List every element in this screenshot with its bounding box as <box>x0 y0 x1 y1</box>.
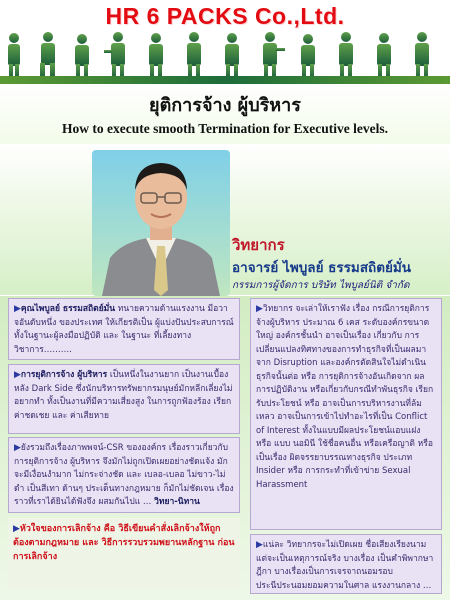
arrow-right-icon: ▶ <box>14 370 21 380</box>
green-divider-strip <box>0 76 450 84</box>
info-box-speaker-intro <box>8 298 240 360</box>
info-box-key-point <box>8 518 240 588</box>
page-title-english: How to execute smooth Termination for Executive levels. <box>62 121 388 136</box>
speaker-name: อาจารย์ ไพบูลย์ ธรรมสถิตย์มั่น <box>232 260 412 276</box>
arrow-right-icon: ▶ <box>256 540 263 550</box>
info-box-text: วิทยากร จะเล่าให้เราฟัง เรื่อง กรณีการยุติการจ้างผู้บริหาร ประมาณ 6 เคส ระดับองค์กรขนาดใหญ่ องค์กรชั้นนำ อาจเป็นเรื่อง เกี่ยวกับ การเปลี่ยนแปลงทิศทางของการทำธุรกิจที่เป็นผลมาจาก Disruption และองค์กรตัดสินใจไม่ดำเนินธุรกิจนั้นต่อ หรือ การยุติการจ้างอันเกิดจาก ผลการปฏิบัติงาน หรือเกี่ยวกับกรณีทำพันธุรกิจ เรียกรับประโยชน์ หรือ อาจเป็นการบริหารงานที่ล้มเหลว อาจเป็นการเข้าไปทำอะไรที่เป็น Conflict of Interest ทั้งในแบบมีผลประโยชน์แอบแฝง หรือ แบบ นอมินี ใช้ชื่อคนอื่น หรือเครือญาติ หรือเป็นเรื่อง ผิดจรรยาบรรณทางธุรกิจ ประเภท Insider หรือ การกระทำที่เข้าข่าย Sexual Harassment <box>256 304 434 490</box>
business-people-silhouettes-graphic <box>0 30 450 78</box>
arrow-right-icon: ▶ <box>256 304 263 314</box>
info-box-csr-issues: ▶ยังรวมถึงเรื่องภาพพจน์-CSR ขององค์กร เรื่องราวเกี่ยวกับการยุติการจ้าง ผู้บริหาร จึงมักไม่ถูกเปิดเผยอย่างชัดแจ้ง มักจะมีเงื่อนงำมาก ไม่กระจ่างชัด และ เบลอ-เบลอ ไม่ขาว-ไม่ดำ เป็นสีเทา ด้านๆ ประเด็นทางกฎหมาย ก็มักไม่ชัดเจน เรื่องราวที่เราได้ยินได้ฟังจึง ผสมกันไปแ … วิทยา-นิทาน <box>8 437 240 513</box>
speaker-photo <box>92 150 230 296</box>
info-box-termination-intro <box>8 364 240 434</box>
arrow-right-icon: ▶ <box>14 443 21 453</box>
info-box-tail: วิทยา-นิทาน <box>154 497 200 507</box>
info-box-text: แน่ละ วิทยากรจะไม่เปิดเผย ชื่อเสียงเรียงนาม แต่จะเป็นเหตุการณ์จริง บางเรื่อง เป็นคำพิพากษาฎีกา บางเรื่องเป็นการเจรจาถนอมรอบ ประนีประนอมยอมความในศาล แรงงานกลาง … <box>256 540 434 591</box>
info-box-confidentiality <box>250 534 442 594</box>
info-box-text: เป็นหนึ่งในงานยาก เป็นงานเบื้องหลัง Dark Side ซึ่งนักบริหารทรัพยากรมนุษย์มักหลีกเลี่ยงไม่อยากทำ ทั้งเป็นงานที่มีความเสี่ยงสูง ในการถูกฟ้องร้อง เรียกค่าชดเชย และ ค่าเสียหาย <box>14 370 233 421</box>
speaker-label: วิทยากร <box>232 236 285 254</box>
speaker-portrait-image <box>92 150 230 296</box>
page-title-thai: ยุติการจ้าง ผู้บริหาร <box>149 95 301 116</box>
arrow-right-icon: ▶ <box>14 304 21 314</box>
brand-title: HR 6 PACKS Co.,Ltd. <box>105 3 345 29</box>
info-box-highlight: การยุติการจ้าง ผู้บริหาร <box>20 370 108 380</box>
speaker-position: กรรมการผู้จัดการ บริษัท ไพบูลย์นิติ จำกัด <box>232 280 410 291</box>
info-box-case-studies <box>250 298 442 530</box>
info-box-text: ยังรวมถึงเรื่องภาพพจน์-CSR ขององค์กร เรื่องราวเกี่ยวกับการยุติการจ้าง ผู้บริหาร จึงมักไม่ถูกเปิดเผยอย่างชัดแจ้ง มักจะมีเงื่อนงำมาก ไม่กระจ่างชัด และ เบลอ-เบลอ ไม่ขาว-ไม่ดำ เป็นสีเทา ด้านๆ ประเด็นทางกฎหมาย ก็มักไม่ชัดเจน เรื่องราวที่เราได้ยินได้ฟังจึง ผสมกันไปแ <box>14 443 234 507</box>
info-box-highlight: คุณไพบูลย์ ธรรมสถิตย์มั่น <box>20 304 116 314</box>
info-box-text: ทนายความด้านแรงงาน มีอวาจอันดับหนึ่ง ของประเทศ ให้เกียรติเป็น ผู้แบ่งปันประสบการณ์ ทั้งในฐานะผู้ลงมือปฏิบัติ และ ในฐานะ ที่เลี้ยงทางวิชาการ………. <box>14 304 234 355</box>
header-banner <box>0 0 450 80</box>
arrow-right-icon: ▶ <box>13 524 20 534</box>
info-box-text: หัวใจของการเลิกจ้าง คือ วิธีเขียนคำสั่งเลิกจ้างให้ถูกต้องตามกฎหมาย และ วิธีการรวบรวมพยานหลักฐาน ก่อนการเลิกจ้าง <box>13 524 235 562</box>
